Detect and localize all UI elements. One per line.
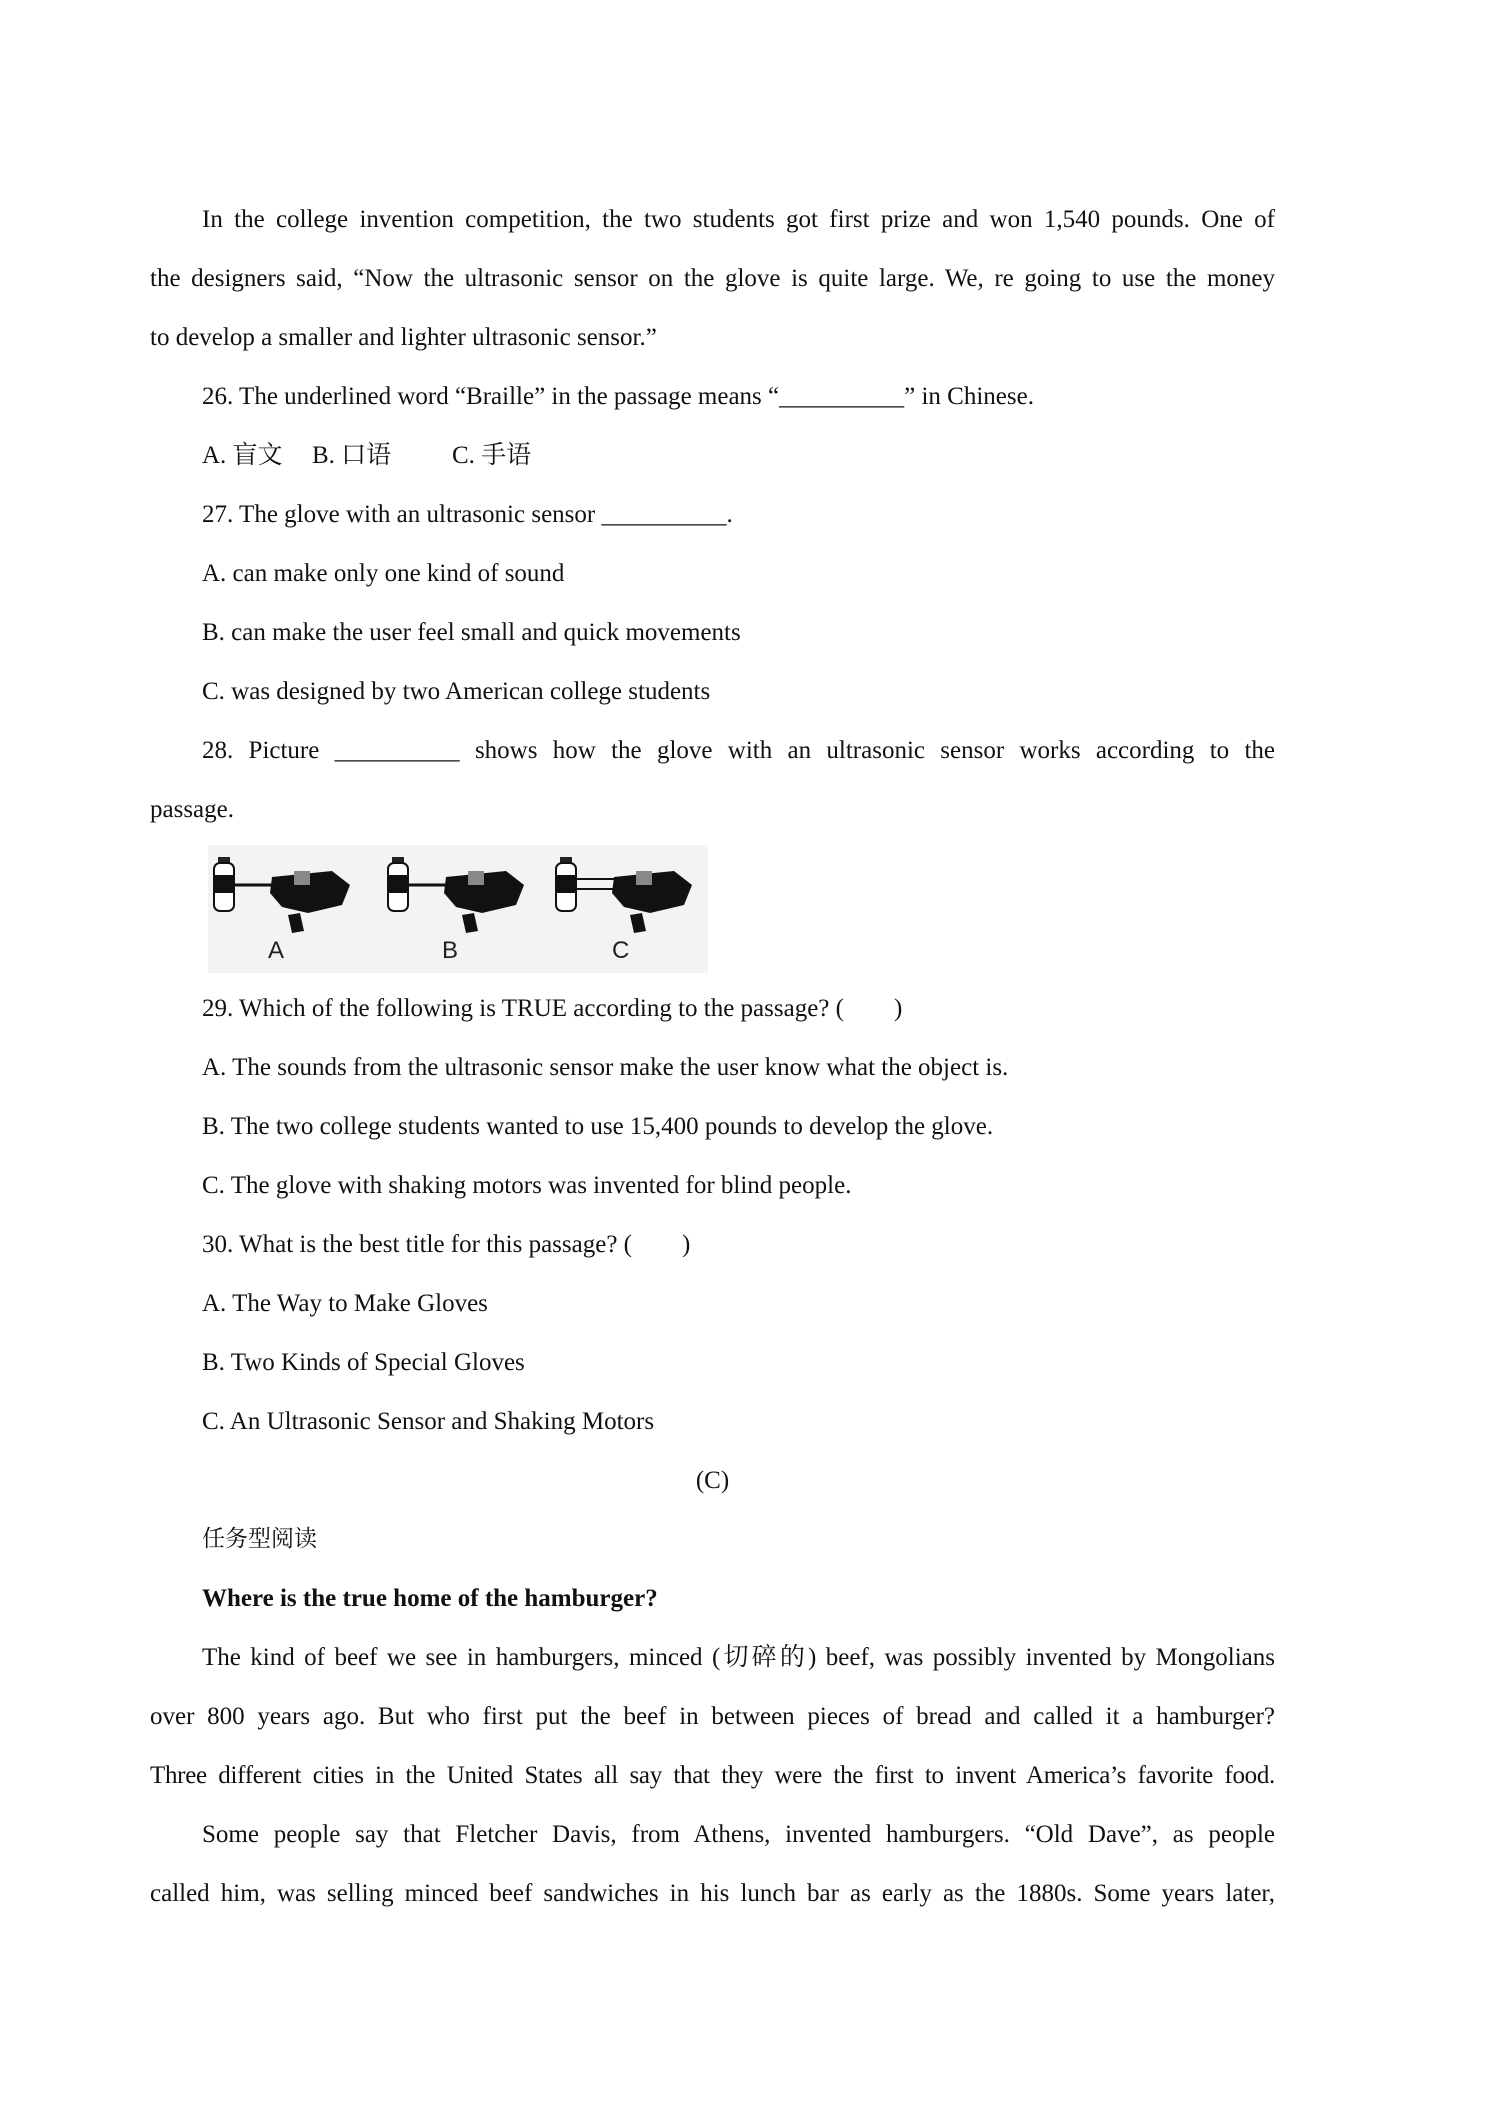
picture-c — [556, 857, 692, 933]
paragraph-line: to develop a smaller and lighter ultrasonic sensor.” — [150, 324, 657, 351]
picture-b — [388, 857, 524, 933]
paragraph-line: Three different cities in the United States all say that they were the first to invent America’s favorite food. — [150, 1762, 1275, 1789]
paragraph-line: Some people say that Fletcher Davis, from Athens, invented hamburgers. “Old Dave”, as people — [202, 1821, 1275, 1848]
option-c: C. 手语 — [452, 442, 532, 469]
picture-label-a: A — [268, 937, 285, 964]
picture-a — [214, 857, 350, 933]
option-a: A. The sounds from the ultrasonic sensor make the user know what the object is. — [202, 1054, 1009, 1081]
glove-pictures-figure — [208, 845, 708, 973]
option-b: B. can make the user feel small and quick movements — [202, 619, 741, 646]
picture-label-b: B — [442, 937, 459, 964]
option-b: B. 口语 — [312, 442, 392, 469]
option-c: C. An Ultrasonic Sensor and Shaking Motors — [202, 1408, 655, 1435]
picture-label-c: C — [612, 937, 630, 964]
paragraph-line: The kind of beef we see in hamburgers, minced (切碎的) beef, was possibly invented by Mongolians — [202, 1644, 1275, 1671]
question-26-stem: 26. The underlined word “Braille” in the passage means “__________” in Chinese. — [202, 383, 1034, 410]
paragraph-line: over 800 years ago. But who first put the beef in between pieces of bread and called it a hamburger? — [150, 1703, 1275, 1730]
option-a: A. 盲文 — [202, 442, 283, 469]
option-b: B. Two Kinds of Special Gloves — [202, 1349, 525, 1376]
option-a: A. The Way to Make Gloves — [202, 1290, 488, 1317]
document-page — [150, 190, 1275, 1923]
question-28-stem-cont: passage. — [150, 796, 234, 823]
paragraph-line: In the college invention competition, the two students got first prize and won 1,540 pounds. One of — [202, 206, 1275, 233]
question-26-options — [150, 426, 1275, 485]
question-27-stem: 27. The glove with an ultrasonic sensor __________. — [202, 501, 733, 528]
question-29-stem: 29. Which of the following is TRUE according to the passage? ( ) — [202, 995, 903, 1022]
question-28-stem: 28. Picture __________ shows how the glove with an ultrasonic sensor works according to the — [202, 737, 1275, 764]
question-30-stem: 30. What is the best title for this passage? ( ) — [202, 1231, 691, 1258]
paragraph-line: called him, was selling minced beef sandwiches in his lunch bar as early as the 1880s. Some years later, — [150, 1880, 1275, 1907]
passage-title: Where is the true home of the hamburger? — [202, 1585, 658, 1612]
option-c: C. The glove with shaking motors was invented for blind people. — [202, 1172, 852, 1199]
option-b: B. The two college students wanted to use 15,400 pounds to develop the glove. — [202, 1113, 994, 1140]
section-task-heading: 任务型阅读 — [202, 1526, 317, 1552]
section-label: (C) — [695, 1467, 730, 1494]
paragraph-line: the designers said, “Now the ultrasonic sensor on the glove is quite large. We, re going to use the money — [150, 265, 1275, 292]
option-c: C. was designed by two American college students — [202, 678, 711, 705]
option-a: A. can make only one kind of sound — [202, 560, 565, 587]
